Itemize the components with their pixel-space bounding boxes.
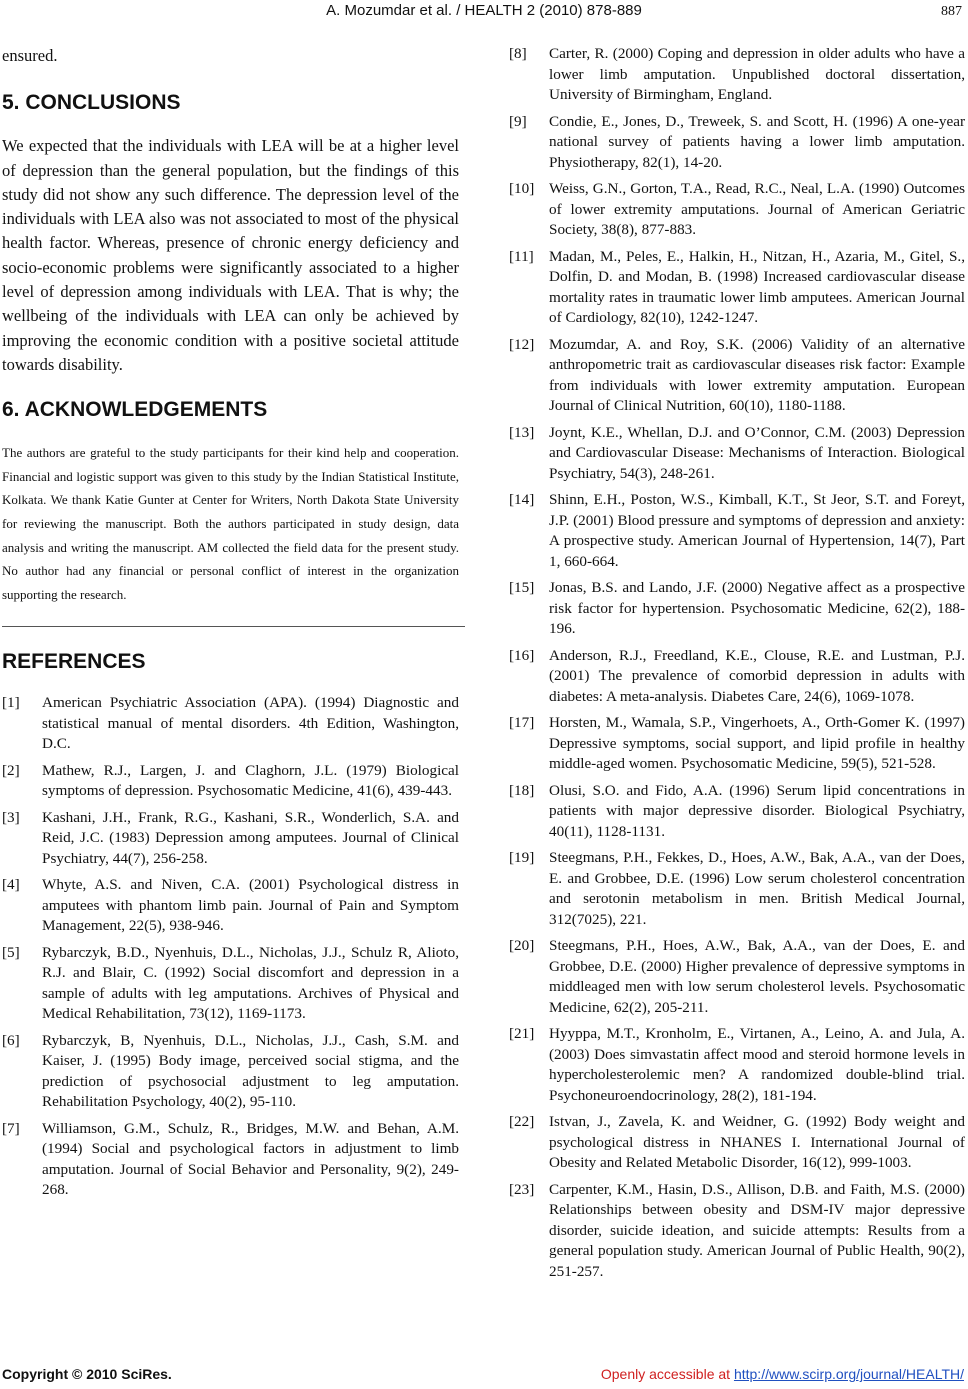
open-access-notice [601, 1366, 964, 1382]
section-divider [2, 626, 465, 627]
reference-item: [6] Rybarczyk, B, Nyenhuis, D.L., Nicholas, J.J., Cash, S.M. and Kaiser, J. (1995) Body image, perceived social stigma, and the prediction of psychosocial adjustment to leg amputation. Rehabilitation Psychology, 40(2), 95-110. [2, 1031, 459, 1111]
page-number: 887 [941, 4, 962, 19]
left-column [2, 44, 459, 1207]
running-head: A. Mozumdar et al. / HEALTH 2 (2010) 878-889 [326, 2, 642, 19]
reference-item: [14] Shinn, E.H., Poston, W.S., Kimball, K.T., St Jeor, S.T. and Foreyt, J.P. (2001) Blood pressure and symptoms of depression and anxiety: A prospective study. American Journal of Hypertension, 14(7), Part 1, 660-664. [509, 491, 965, 570]
right-column [509, 44, 965, 1288]
reference-item: [11] Madan, M., Peles, E., Halkin, H., Nitzan, H., Azaria, M., Gitel, S., Dolfin, D. and Modan, B. (1998) Increased cardiovascular disease mortality rates in traumatic lower limb amputees. American Journal of Cardiology, 82(10), 1242-1247. [509, 247, 965, 326]
references-list-left [2, 693, 459, 1201]
reference-item: [10] Weiss, G.N., Gorton, T.A., Read, R.C., Neal, L.A. (1990) Outcomes of lower extremity amputations. Journal of American Geriatric Society, 38(8), 877-883. [509, 180, 965, 238]
conclusions-text: We expected that the individuals with LEA will be at a higher level of depression than the general population, but the findings of this study did not show any such difference. The depression level of the individuals with LEA also was not associated to most of the physical health factor. Whereas, presence of chronic energy deficiency and socio-economic problems were significantly associated to a higher level of depression among individuals with LEA. That is why; the wellbeing of the individuals with LEA can only be achieved by improving the economic condition with a positive societal attitude towards disability. [2, 136, 459, 374]
journal-link[interactable]: http://www.scirp.org/journal/HEALTH/ [733, 1366, 964, 1382]
reference-item: [8] Carter, R. (2000) Coping and depression in older adults who have a lower limb amputation. Unpublished doctoral dissertation, University of Birmingham, England. [509, 45, 965, 103]
reference-item: [12] Mozumdar, A. and Roy, S.K. (2006) Validity of an alternative anthropometric trait as cardiovascular diseases risk factor: Example from individuals with lower extremity amputation. European Journal of Clinical Nutrition, 60(10), 1180-1188. [509, 335, 965, 414]
reference-item: [18] Olusi, S.O. and Fido, A.A. (1996) Serum lipid concentrations in patients with major depressive disorder. Biological Psychiatry, 40(11), 1128-1131. [509, 781, 965, 840]
reference-item: [16] Anderson, R.J., Freedland, K.E., Clouse, R.E. and Lustman, P.J. (2001) The prevalence of comorbid depression in adults with diabetes: A meta-analysis. Diabetes Care, 24(6), 1069-1078. [509, 646, 965, 705]
reference-item: [3] Kashani, J.H., Frank, R.G., Kashani, S.R., Wonderlich, S.A. and Reid, J.C. (1983) Depression among amputees. Journal of Clinical Psychiatry, 44(7), 256-258. [2, 808, 459, 867]
reference-item: [7] Williamson, G.M., Schulz, R., Bridges, M.W. and Behan, A.M. (1994) Social and psychological factors in adjustment to limb amputation. Journal of Social Behavior and Personality, 9(2), 249-268. [2, 1119, 459, 1199]
continued-text: ensured. [2, 46, 58, 65]
reference-item: [1] American Psychiatric Association (APA). (1994) Diagnostic and statistical manual of mental disorders. 4th Edition, Washington, D.C. [2, 694, 459, 753]
reference-item: [13] Joynt, K.E., Whellan, D.J. and O’Connor, C.M. (2003) Depression and Cardiovascular Disease: Mechanisms of Interaction. Biological Psychiatry, 54(3), 248-261. [509, 423, 965, 482]
reference-item: [21] Hyyppa, M.T., Kronholm, E., Virtanen, A., Leino, A. and Jula, A. (2003) Does simvastatin affect mood and steroid hormone levels in hypercholesterolemic men? A randomized double-blind trial. Psychoneuroendocrinology, 28(2), 181-194. [509, 1025, 965, 1104]
references-list-right [509, 44, 965, 1282]
open-access-label: Openly accessible at [600, 1366, 734, 1382]
conclusions-heading: 5. CONCLUSIONS [2, 91, 181, 115]
reference-item: [19] Steegmans, P.H., Fekkes, D., Hoes, A.W., Bak, A.A., van der Does, E. and Grobbee, D.E. (1996) Low serum cholesterol concentration and serotonin metabolism in men. British Medical Journal, 312(7025), 221. [509, 849, 965, 928]
acknowledgements-heading: 6. ACKNOWLEDGEMENTS [2, 398, 268, 422]
acknowledgements-text: The authors are grateful to the study participants for their kind help and cooperation. Financial and logistic support was given to this study by the Indian Statistical Institute, Kolkata. We thank Katie Gunter at Center for Writers, North Dakota State University for reviewing the manuscript. Both the authors participated in study design, data analysis and writing the manuscript. AM collected the field data for the present study. No author had any financial or personal conflict of interest in the organization supporting the research. [2, 445, 459, 602]
reference-item: [9] Condie, E., Jones, D., Treweek, S. and Scott, H. (1996) A one-year national survey of patients having a lower limb amputation. Physiotherapy, 82(1), 14-20. [509, 112, 965, 171]
reference-item: [17] Horsten, M., Wamala, S.P., Vingerhoets, A., Orth-Gomer K. (1997) Depressive symptoms, social support, and lipid profile in healthy middle-aged women. Psychosomatic Medicine, 59(5), 521-528. [509, 714, 965, 772]
reference-item: [22] Istvan, J., Zavela, K. and Weidner, G. (1992) Body weight and psychological distress in NHANES I. International Journal of Obesity and Related Metabolic Disorder, 16(12), 999-1003. [509, 1113, 965, 1171]
reference-item: [5] Rybarczyk, B.D., Nyenhuis, D.L., Nicholas, J.J., Schulz R, Alioto, R.J. and Blair, C. (1992) Social discomfort and depression in a sample of adults with leg amputations. Archives of Physical and Medical Rehabilitation, 73(12), 1169-1173. [2, 943, 459, 1023]
reference-item: [20] Steegmans, P.H., Hoes, A.W., Bak, A.A., van der Does, E. and Grobbee, D.E. (2000) Higher prevalence of depressive symptoms in middleaged men with low serum cholesterol levels. Psychosomatic Medicine, 62(2), 205-211. [509, 937, 965, 1016]
reference-item: [4] Whyte, A.S. and Niven, C.A. (2001) Psychological distress in amputees with phantom limb pain. Journal of Pain and Symptom Management, 22(5), 938-946. [2, 876, 459, 935]
reference-item: [2] Mathew, R.J., Largen, J. and Claghorn, J.L. (1979) Biological symptoms of depression. Psychosomatic Medicine, 41(6), 439-443. [2, 761, 459, 800]
references-heading: REFERENCES [2, 650, 146, 674]
reference-item: [23] Carpenter, K.M., Hasin, D.S., Allison, D.B. and Faith, M.S. (2000) Relationships between obesity and DSM-IV major depressive disorder, suicide ideation, and suicide attempts: Results from a general population study. American Journal of Public Health, 90(2), 251-257. [509, 1180, 965, 1280]
reference-item: [15] Jonas, B.S. and Lando, J.F. (2000) Negative affect as a prospective risk factor for hypertension. Psychosomatic Medicine, 62(2), 188-196. [509, 579, 965, 637]
copyright-notice: Copyright © 2010 SciRes. [2, 1366, 172, 1382]
